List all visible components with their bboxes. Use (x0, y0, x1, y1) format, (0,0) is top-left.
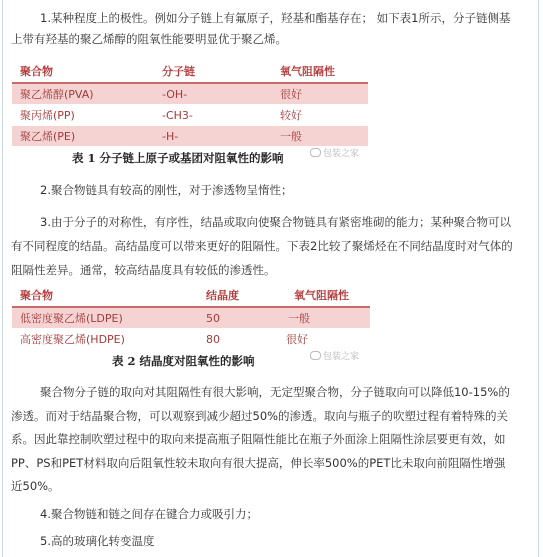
table-row (12, 83, 368, 105)
table-cell: 一般 (286, 307, 370, 329)
text-line: 1.某种程度上的极性。例如分子链上有氟原子，羟基和酯基存在； 如下表1所示，分子链侧基 (40, 11, 511, 25)
table-header-cell: 结晶度 (198, 284, 286, 307)
table-cell: 高密度聚乙烯(HDPE) (12, 329, 198, 350)
paragraph-orientation (11, 381, 537, 499)
table-cell: -OH- (154, 83, 272, 105)
text-line: 4.聚合物链和链之间存在键合力或吸引力； (40, 507, 258, 521)
paragraph-rigidity (40, 180, 530, 201)
text-line: 3.由于分子的对称性，有序性，结晶或取向使聚合物链具有紧密堆砌的能力；某种聚合物可以 (40, 215, 511, 229)
table-header-row (12, 60, 368, 83)
table-chain-groups (12, 60, 368, 147)
text-line: 阻隔性差异。通常，较高结晶度具有较低的渗透性。 (11, 263, 276, 277)
watermark (310, 349, 359, 362)
table-header-cell: 分子链 (154, 60, 272, 83)
table-cell: 较好 (272, 105, 368, 126)
table-header-cell: 氧气阻隔性 (286, 284, 370, 307)
table-header-row (12, 284, 370, 307)
text-line: 有不同程度的结晶。高结晶度可以带来更好的阻隔性。下表2比较了聚烯烃在不同结晶度时对气体的 (11, 239, 513, 253)
text-line: 渗透。而对于结晶聚合物，可以观察到减少超过50%的渗透。取向与瓶子的吹塑过程有着特殊的关 (11, 408, 509, 423)
table-header-cell: 聚合物 (12, 60, 154, 83)
table-caption: 表 1 分子链上原子或基团对阻氧性的影响 (72, 151, 284, 165)
watermark-text: 包装之家 (323, 352, 360, 362)
table-cell: -H- (154, 126, 272, 147)
table-row (12, 105, 368, 126)
watermark-text: 包装之家 (323, 149, 360, 159)
table-header-cell: 聚合物 (12, 284, 198, 307)
text-line: 聚合物分子链的取向对其阻隔性有很大影响，无定型聚合物，分子链取向可以降低10-15%的 (40, 385, 510, 399)
table-caption: 表 2 结晶度对阻氧性的影响 (112, 354, 255, 368)
table-row (12, 329, 370, 350)
paragraph-crystallinity (11, 210, 537, 282)
table-cell: -CH3- (154, 105, 272, 126)
text-line: PP、PS和PET材料取向后阻氧性较未取向有很大提高，伸长率500%的PET比未取向前阻隔性增强 (11, 455, 506, 470)
paragraph-polarity (11, 8, 537, 50)
watermark (310, 146, 359, 159)
text-line: 5.高的玻璃化转变温度 (40, 534, 155, 548)
table-header-cell: 氧气阻隔性 (272, 60, 368, 83)
watermark-logo-icon (310, 148, 321, 157)
table-cell: 80 (198, 329, 286, 350)
table-cell: 一般 (272, 126, 368, 147)
table-row (12, 126, 368, 147)
watermark-logo-icon (310, 351, 321, 360)
table-cell: 聚丙烯(PP) (12, 105, 154, 126)
paragraph-interchain-force (40, 504, 530, 525)
text-line: 近50%。 (11, 479, 60, 493)
table-cell: 低密度聚乙烯(LDPE) (12, 307, 198, 329)
table-cell: 很好 (272, 83, 368, 105)
table-row (12, 307, 370, 329)
table-cell: 聚乙烯(PE) (12, 126, 154, 147)
paragraph-glass-transition (40, 531, 530, 552)
text-line: 2.聚合物链具有较高的刚性，对于渗透物呈惰性； (40, 183, 293, 197)
table-cell: 很好 (286, 329, 370, 350)
table-crystallinity (12, 284, 370, 350)
table-cell: 聚乙烯醇(PVA) (12, 83, 154, 105)
text-line: 上带有羟基的聚乙烯醇的阻氧性能要明显优于聚乙烯。 (11, 32, 287, 46)
table-cell: 50 (198, 307, 286, 329)
text-line: 系。因此靠控制吹塑过程中的取向来提高瓶子阻隔性能比在瓶子外面涂上阻隔性涂层要更有效，如 (11, 432, 506, 446)
